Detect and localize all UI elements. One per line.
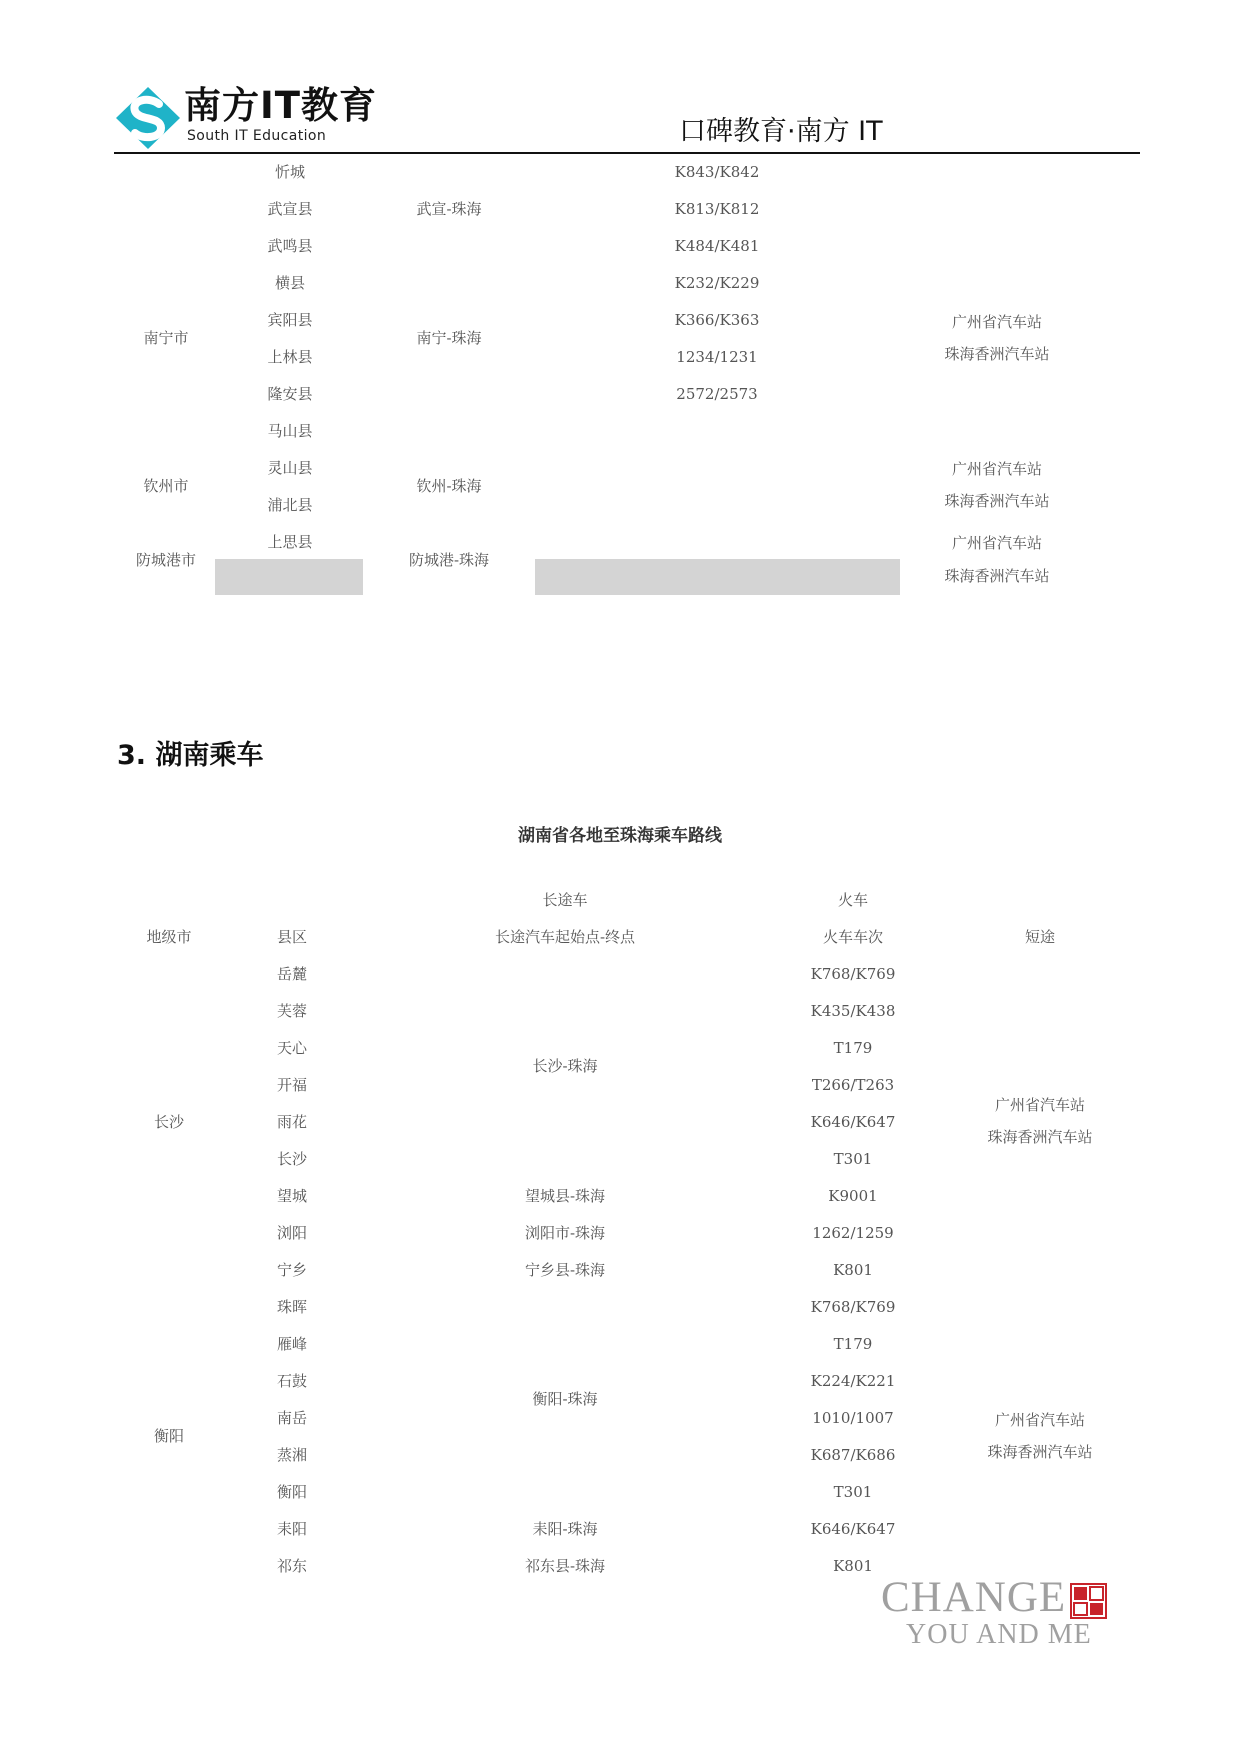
short-trip-cell: 珠海香洲汽车站 <box>944 345 1050 363</box>
county-cell: 蒸湘 <box>276 1446 308 1464</box>
short-trip-cell: 广州省汽车站 <box>994 1411 1086 1429</box>
short-trip-cell: 珠海香洲汽车站 <box>944 567 1050 585</box>
section-heading: 3. 湖南乘车 <box>117 740 264 771</box>
county-cell: 石鼓 <box>276 1372 308 1390</box>
column-header-city: 地级市 <box>146 928 192 946</box>
county-cell: 望城 <box>276 1187 308 1205</box>
county-cell: 南岳 <box>276 1409 308 1427</box>
route-cell: 南宁-珠海 <box>416 329 482 347</box>
county-cell: 耒阳 <box>276 1520 308 1538</box>
column-header-train-number: 火车车次 <box>822 928 884 946</box>
county-cell: 祁东 <box>276 1557 308 1575</box>
train-number-cell: K9001 <box>828 1187 878 1205</box>
train-number-cell: K435/K438 <box>810 1002 896 1020</box>
train-number-cell: K801 <box>833 1261 873 1279</box>
train-number-cell: T266/T263 <box>811 1076 895 1094</box>
route-cell: 钦州-珠海 <box>416 477 482 495</box>
county-cell: 忻城 <box>274 163 306 181</box>
table-caption: 湖南省各地至珠海乘车路线 <box>518 826 722 846</box>
short-trip-cell: 珠海香洲汽车站 <box>987 1128 1093 1146</box>
short-trip-cell: 广州省汽车站 <box>994 1096 1086 1114</box>
column-header-short-trip: 短途 <box>1024 928 1056 946</box>
city-cell: 防城港市 <box>135 551 197 569</box>
short-trip-cell: 广州省汽车站 <box>951 313 1043 331</box>
county-cell: 岳麓 <box>276 965 308 983</box>
county-cell: 武鸣县 <box>267 237 313 255</box>
county-cell: 珠晖 <box>276 1298 308 1316</box>
train-number-cell: K646/K647 <box>810 1113 896 1131</box>
train-number-cell: T301 <box>833 1483 873 1501</box>
train-number-cell: K768/K769 <box>810 1298 896 1316</box>
short-trip-cell: 广州省汽车站 <box>951 460 1043 478</box>
route-cell: 宁乡县-珠海 <box>524 1261 606 1279</box>
county-cell: 衡阳 <box>276 1483 308 1501</box>
empty-shaded-cell <box>535 559 900 595</box>
route-cell: 武宣-珠海 <box>416 200 482 218</box>
county-cell: 开福 <box>276 1076 308 1094</box>
train-number-cell: K843/K842 <box>674 163 760 181</box>
train-number-cell: K646/K647 <box>810 1520 896 1538</box>
city-cell: 南宁市 <box>143 329 189 347</box>
red-seal-icon <box>1070 1583 1107 1619</box>
watermark-you-and-me: YOU AND ME <box>906 1619 1092 1650</box>
train-number-cell: 1010/1007 <box>812 1409 894 1427</box>
watermark-change: CHANGE <box>881 1574 1067 1621</box>
county-cell: 宾阳县 <box>267 311 313 329</box>
train-number-cell: K366/K363 <box>674 311 760 329</box>
header-divider <box>114 152 1140 154</box>
brand-name: 南方IT教育 <box>184 84 378 127</box>
route-cell: 耒阳-珠海 <box>532 1520 598 1538</box>
train-number-cell: K768/K769 <box>810 965 896 983</box>
column-header-route: 长途汽车起始点-终点 <box>494 928 636 946</box>
county-cell: 上思县 <box>267 533 313 551</box>
train-number-cell: 1234/1231 <box>676 348 758 366</box>
train-number-cell: T179 <box>833 1335 873 1353</box>
train-number-cell: T179 <box>833 1039 873 1057</box>
short-trip-cell: 广州省汽车站 <box>951 534 1043 552</box>
county-cell: 马山县 <box>267 422 313 440</box>
city-cell: 钦州市 <box>143 477 189 495</box>
city-cell: 长沙 <box>153 1113 185 1131</box>
train-number-cell: K232/K229 <box>674 274 760 292</box>
county-cell: 芙蓉 <box>276 1002 308 1020</box>
route-cell: 浏阳市-珠海 <box>524 1224 606 1242</box>
train-number-cell: 2572/2573 <box>676 385 758 403</box>
train-number-cell: K224/K221 <box>810 1372 896 1390</box>
county-cell: 灵山县 <box>267 459 313 477</box>
county-cell: 宁乡 <box>276 1261 308 1279</box>
county-cell: 浦北县 <box>267 496 313 514</box>
short-trip-cell: 珠海香洲汽车站 <box>987 1443 1093 1461</box>
train-number-cell: K813/K812 <box>674 200 760 218</box>
county-cell: 横县 <box>274 274 306 292</box>
column-header-county: 县区 <box>276 928 308 946</box>
short-trip-cell: 珠海香洲汽车站 <box>944 492 1050 510</box>
county-cell: 雨花 <box>276 1113 308 1131</box>
route-cell: 防城港-珠海 <box>408 551 490 569</box>
brand-name-english: South IT Education <box>187 128 327 144</box>
train-number-cell: K484/K481 <box>674 237 760 255</box>
route-cell: 长沙-珠海 <box>532 1057 598 1075</box>
route-cell: 望城县-珠海 <box>524 1187 606 1205</box>
county-cell: 武宣县 <box>267 200 313 218</box>
column-header-train: 火车 <box>837 891 869 909</box>
county-cell: 雁峰 <box>276 1335 308 1353</box>
train-number-cell: T301 <box>833 1150 873 1168</box>
route-cell: 衡阳-珠海 <box>532 1390 598 1408</box>
county-cell: 隆安县 <box>267 385 313 403</box>
empty-shaded-cell <box>215 559 363 595</box>
county-cell: 天心 <box>276 1039 308 1057</box>
train-number-cell: K687/K686 <box>810 1446 896 1464</box>
train-number-cell: K801 <box>833 1557 873 1575</box>
route-cell: 祁东县-珠海 <box>524 1557 606 1575</box>
county-cell: 浏阳 <box>276 1224 308 1242</box>
column-header-long-bus: 长途车 <box>542 891 588 909</box>
header-slogan: 口碑教育·南方 IT <box>679 116 883 147</box>
county-cell: 长沙 <box>276 1150 308 1168</box>
brand-logo-icon <box>115 86 181 150</box>
county-cell: 上林县 <box>267 348 313 366</box>
train-number-cell: 1262/1259 <box>812 1224 894 1242</box>
city-cell: 衡阳 <box>153 1427 185 1445</box>
